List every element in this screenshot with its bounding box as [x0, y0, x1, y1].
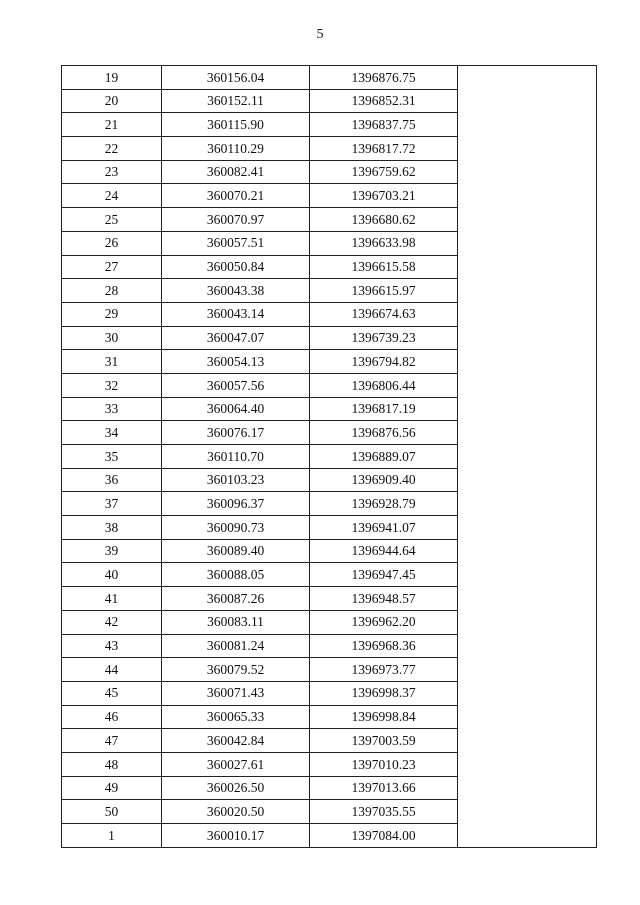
- table-row: [62, 66, 597, 90]
- x-coordinate-cell: 360054.13: [162, 350, 310, 374]
- x-coordinate-cell: 360115.90: [162, 113, 310, 137]
- x-coordinate-cell: 360071.43: [162, 681, 310, 705]
- y-coordinate-cell: 1396759.62: [310, 160, 458, 184]
- y-coordinate-cell: 1396998.37: [310, 681, 458, 705]
- point-number-cell: 34: [62, 421, 162, 445]
- point-number-cell: 26: [62, 231, 162, 255]
- x-coordinate-cell: 360096.37: [162, 492, 310, 516]
- x-coordinate-cell: 360010.17: [162, 824, 310, 848]
- point-number-cell: 39: [62, 539, 162, 563]
- y-coordinate-cell: 1396806.44: [310, 373, 458, 397]
- y-coordinate-cell: 1396941.07: [310, 516, 458, 540]
- point-number-cell: 33: [62, 397, 162, 421]
- point-number-cell: 36: [62, 468, 162, 492]
- y-coordinate-cell: 1396703.21: [310, 184, 458, 208]
- x-coordinate-cell: 360064.40: [162, 397, 310, 421]
- y-coordinate-cell: 1397010.23: [310, 752, 458, 776]
- coordinates-table-body: [62, 66, 597, 848]
- x-coordinate-cell: 360026.50: [162, 776, 310, 800]
- x-coordinate-cell: 360076.17: [162, 421, 310, 445]
- x-coordinate-cell: 360082.41: [162, 160, 310, 184]
- y-coordinate-cell: 1396817.72: [310, 137, 458, 161]
- point-number-cell: 22: [62, 137, 162, 161]
- x-coordinate-cell: 360042.84: [162, 729, 310, 753]
- y-coordinate-cell: 1396947.45: [310, 563, 458, 587]
- y-coordinate-cell: 1396680.62: [310, 208, 458, 232]
- y-coordinate-cell: 1396615.97: [310, 279, 458, 303]
- x-coordinate-cell: 360057.56: [162, 373, 310, 397]
- x-coordinate-cell: 360043.14: [162, 302, 310, 326]
- point-number-cell: 32: [62, 373, 162, 397]
- x-coordinate-cell: 360079.52: [162, 658, 310, 682]
- y-coordinate-cell: 1396794.82: [310, 350, 458, 374]
- point-number-cell: 25: [62, 208, 162, 232]
- y-coordinate-cell: 1396973.77: [310, 658, 458, 682]
- x-coordinate-cell: 360110.70: [162, 445, 310, 469]
- point-number-cell: 43: [62, 634, 162, 658]
- coordinates-table: [61, 65, 597, 848]
- point-number-cell: 35: [62, 445, 162, 469]
- x-coordinate-cell: 360081.24: [162, 634, 310, 658]
- point-number-cell: 49: [62, 776, 162, 800]
- x-coordinate-cell: 360065.33: [162, 705, 310, 729]
- y-coordinate-cell: 1396876.56: [310, 421, 458, 445]
- point-number-cell: 21: [62, 113, 162, 137]
- y-coordinate-cell: 1396948.57: [310, 587, 458, 611]
- point-number-cell: 31: [62, 350, 162, 374]
- y-coordinate-cell: 1396852.31: [310, 89, 458, 113]
- x-coordinate-cell: 360103.23: [162, 468, 310, 492]
- x-coordinate-cell: 360070.97: [162, 208, 310, 232]
- y-coordinate-cell: 1396889.07: [310, 445, 458, 469]
- point-number-cell: 24: [62, 184, 162, 208]
- y-coordinate-cell: 1396817.19: [310, 397, 458, 421]
- page-number: 5: [316, 27, 324, 42]
- y-coordinate-cell: 1396837.75: [310, 113, 458, 137]
- point-number-cell: 27: [62, 255, 162, 279]
- x-coordinate-cell: 360043.38: [162, 279, 310, 303]
- y-coordinate-cell: 1396674.63: [310, 302, 458, 326]
- x-coordinate-cell: 360090.73: [162, 516, 310, 540]
- y-coordinate-cell: 1396928.79: [310, 492, 458, 516]
- y-coordinate-cell: 1397084.00: [310, 824, 458, 848]
- y-coordinate-cell: 1396633.98: [310, 231, 458, 255]
- x-coordinate-cell: 360083.11: [162, 610, 310, 634]
- point-number-cell: 46: [62, 705, 162, 729]
- y-coordinate-cell: 1397003.59: [310, 729, 458, 753]
- y-coordinate-cell: 1396876.75: [310, 66, 458, 90]
- point-number-cell: 29: [62, 302, 162, 326]
- point-number-cell: 28: [62, 279, 162, 303]
- y-coordinate-cell: 1396909.40: [310, 468, 458, 492]
- point-number-cell: 30: [62, 326, 162, 350]
- x-coordinate-cell: 360057.51: [162, 231, 310, 255]
- point-number-cell: 40: [62, 563, 162, 587]
- y-coordinate-cell: 1397035.55: [310, 800, 458, 824]
- empty-column-cell: [458, 66, 597, 848]
- point-number-cell: 48: [62, 752, 162, 776]
- x-coordinate-cell: 360070.21: [162, 184, 310, 208]
- x-coordinate-cell: 360156.04: [162, 66, 310, 90]
- point-number-cell: 38: [62, 516, 162, 540]
- x-coordinate-cell: 360047.07: [162, 326, 310, 350]
- point-number-cell: 50: [62, 800, 162, 824]
- y-coordinate-cell: 1396968.36: [310, 634, 458, 658]
- y-coordinate-cell: 1396962.20: [310, 610, 458, 634]
- point-number-cell: 42: [62, 610, 162, 634]
- y-coordinate-cell: 1396998.84: [310, 705, 458, 729]
- x-coordinate-cell: 360027.61: [162, 752, 310, 776]
- x-coordinate-cell: 360088.05: [162, 563, 310, 587]
- point-number-cell: 47: [62, 729, 162, 753]
- point-number-cell: 41: [62, 587, 162, 611]
- point-number-cell: 20: [62, 89, 162, 113]
- point-number-cell: 1: [62, 824, 162, 848]
- y-coordinate-cell: 1396944.64: [310, 539, 458, 563]
- x-coordinate-cell: 360020.50: [162, 800, 310, 824]
- y-coordinate-cell: 1397013.66: [310, 776, 458, 800]
- x-coordinate-cell: 360050.84: [162, 255, 310, 279]
- point-number-cell: 19: [62, 66, 162, 90]
- y-coordinate-cell: 1396739.23: [310, 326, 458, 350]
- y-coordinate-cell: 1396615.58: [310, 255, 458, 279]
- point-number-cell: 23: [62, 160, 162, 184]
- x-coordinate-cell: 360152.11: [162, 89, 310, 113]
- point-number-cell: 45: [62, 681, 162, 705]
- point-number-cell: 44: [62, 658, 162, 682]
- point-number-cell: 37: [62, 492, 162, 516]
- x-coordinate-cell: 360087.26: [162, 587, 310, 611]
- x-coordinate-cell: 360110.29: [162, 137, 310, 161]
- x-coordinate-cell: 360089.40: [162, 539, 310, 563]
